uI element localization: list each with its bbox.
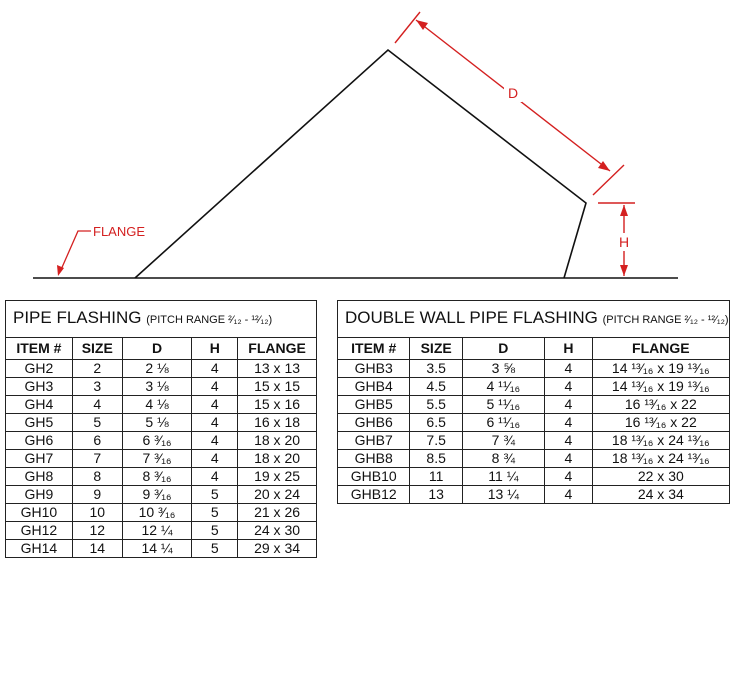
table-row	[6, 504, 317, 522]
col-header: SIZE	[410, 338, 462, 360]
double-wall-title: DOUBLE WALL PIPE FLASHING (PITCH RANGE ²⁄₁₂ - ¹²⁄₁₂)	[338, 301, 730, 338]
table-cell: GHB5	[338, 396, 410, 414]
table-cell: 4	[192, 360, 238, 378]
table-cell: GH9	[6, 486, 73, 504]
table-cell: 15 x 15	[238, 378, 317, 396]
table-cell: 4	[192, 468, 238, 486]
table-cell: 4	[544, 432, 592, 450]
table-cell: GH14	[6, 540, 73, 558]
table-cell: 20 x 24	[238, 486, 317, 504]
table-cell: 18 x 20	[238, 432, 317, 450]
col-header: H	[192, 338, 238, 360]
table-cell: 5	[192, 504, 238, 522]
table-cell: 18 x 20	[238, 450, 317, 468]
table-cell: 9	[72, 486, 122, 504]
table-cell: 3	[72, 378, 122, 396]
table-cell: 6	[72, 432, 122, 450]
d-dimension	[395, 12, 624, 195]
table-cell: 14 ¹³⁄₁₆ x 19 ¹³⁄₁₆	[593, 360, 730, 378]
table-cell: GHB4	[338, 378, 410, 396]
table-row	[338, 450, 730, 468]
table-cell: GH8	[6, 468, 73, 486]
table-cell: 8	[72, 468, 122, 486]
table-cell: GHB3	[338, 360, 410, 378]
table-row	[338, 486, 730, 504]
table-cell: 10 ³⁄₁₆	[122, 504, 192, 522]
table-cell: 12 ¼	[122, 522, 192, 540]
table-cell: 4	[544, 414, 592, 432]
table-cell: 14 ¹³⁄₁₆ x 19 ¹³⁄₁₆	[593, 378, 730, 396]
table-cell: GH12	[6, 522, 73, 540]
table-cell: GH6	[6, 432, 73, 450]
table-cell: 3.5	[410, 360, 462, 378]
col-header: D	[462, 338, 544, 360]
pipe-flashing-diagram	[0, 0, 715, 290]
table-cell: 4	[192, 432, 238, 450]
table-row	[338, 414, 730, 432]
table-cell: 13 x 13	[238, 360, 317, 378]
table-cell: 4	[544, 378, 592, 396]
table-row	[338, 396, 730, 414]
table-row	[338, 360, 730, 378]
table-cell: 3 ⅛	[122, 378, 192, 396]
table-cell: 7 ³⁄₁₆	[122, 450, 192, 468]
table-cell: GH3	[6, 378, 73, 396]
pipe-flashing-pitch: (PITCH RANGE ²⁄₁₂ - ¹²⁄₁₂)	[146, 314, 273, 326]
table-row	[338, 378, 730, 396]
table-cell: 5 ⅛	[122, 414, 192, 432]
table-cell: 4 ¹¹⁄₁₆	[462, 378, 544, 396]
table-cell: 4 ⅛	[122, 396, 192, 414]
table-row	[6, 378, 317, 396]
table-cell: GH2	[6, 360, 73, 378]
table-cell: 11	[410, 468, 462, 486]
table-cell: 4	[544, 360, 592, 378]
table-cell: GHB10	[338, 468, 410, 486]
table-cell: 8 ³⁄₁₆	[122, 468, 192, 486]
table-cell: 5 ¹¹⁄₁₆	[462, 396, 544, 414]
table-cell: 7	[72, 450, 122, 468]
table-cell: GHB7	[338, 432, 410, 450]
table-cell: 4	[544, 396, 592, 414]
table-row	[6, 486, 317, 504]
flange-leader	[57, 231, 91, 276]
table-cell: 19 x 25	[238, 468, 317, 486]
table-row	[6, 468, 317, 486]
table-header-row	[6, 338, 317, 360]
table-cell: 12	[72, 522, 122, 540]
table-cell: 4	[544, 468, 592, 486]
table-cell: 6 ³⁄₁₆	[122, 432, 192, 450]
table-cell: GHB6	[338, 414, 410, 432]
double-wall-pipe-flashing-table	[337, 300, 730, 504]
table-cell: 13 ¼	[462, 486, 544, 504]
table-cell: 18 ¹³⁄₁₆ x 24 ¹³⁄₁₆	[593, 432, 730, 450]
table-cell: 14	[72, 540, 122, 558]
table-cell: 5.5	[410, 396, 462, 414]
table-cell: 5	[192, 540, 238, 558]
table-cell: 16 ¹³⁄₁₆ x 22	[593, 414, 730, 432]
table-cell: 4	[544, 486, 592, 504]
table-cell: 14 ¼	[122, 540, 192, 558]
table-cell: 4.5	[410, 378, 462, 396]
table-cell: 13	[410, 486, 462, 504]
table-cell: 22 x 30	[593, 468, 730, 486]
table-cell: 10	[72, 504, 122, 522]
table-cell: 5	[72, 414, 122, 432]
table-cell: 6.5	[410, 414, 462, 432]
table-cell: 2	[72, 360, 122, 378]
table-cell: 7.5	[410, 432, 462, 450]
table-row	[338, 468, 730, 486]
table-cell: 24 x 30	[238, 522, 317, 540]
pipe-flashing-table	[5, 300, 317, 558]
table-row	[6, 414, 317, 432]
table-header-row	[338, 338, 730, 360]
table-cell: 18 ¹³⁄₁₆ x 24 ¹³⁄₁₆	[593, 450, 730, 468]
table-cell: 2 ⅛	[122, 360, 192, 378]
col-header: FLANGE	[238, 338, 317, 360]
table-cell: 9 ³⁄₁₆	[122, 486, 192, 504]
double-wall-pitch: (PITCH RANGE ²⁄₁₂ - ¹²⁄₁₂)	[602, 314, 729, 326]
col-header: ITEM #	[6, 338, 73, 360]
table-cell: GH5	[6, 414, 73, 432]
table-cell: GH7	[6, 450, 73, 468]
table-cell: 5	[192, 486, 238, 504]
d-label: D	[507, 85, 519, 101]
table-cell: 4	[544, 450, 592, 468]
table-row	[6, 432, 317, 450]
table-cell: GHB8	[338, 450, 410, 468]
table-cell: 4	[72, 396, 122, 414]
table-row	[6, 540, 317, 558]
table-cell: 8.5	[410, 450, 462, 468]
table-cell: 6 ¹¹⁄₁₆	[462, 414, 544, 432]
table-cell: 29 x 34	[238, 540, 317, 558]
table-cell: 3 ⅝	[462, 360, 544, 378]
table-row	[6, 396, 317, 414]
table-cell: 21 x 26	[238, 504, 317, 522]
table-cell: GH10	[6, 504, 73, 522]
table-cell: 4	[192, 414, 238, 432]
table-cell: 8 ¾	[462, 450, 544, 468]
table-row	[338, 432, 730, 450]
col-header: ITEM #	[338, 338, 410, 360]
pipe-flashing-title: PIPE FLASHING (PITCH RANGE ²⁄₁₂ - ¹²⁄₁₂)	[6, 301, 317, 338]
table-row	[6, 360, 317, 378]
flange-label: FLANGE	[93, 224, 146, 239]
table-cell: GH4	[6, 396, 73, 414]
table-cell: 16 ¹³⁄₁₆ x 22	[593, 396, 730, 414]
table-row	[6, 450, 317, 468]
col-header: D	[122, 338, 192, 360]
table-cell: 4	[192, 396, 238, 414]
table-cell: 11 ¼	[462, 468, 544, 486]
table-cell: 15 x 16	[238, 396, 317, 414]
table-cell: 4	[192, 378, 238, 396]
col-header: SIZE	[72, 338, 122, 360]
table-cell: 7 ¾	[462, 432, 544, 450]
table-cell: 4	[192, 450, 238, 468]
col-header: H	[544, 338, 592, 360]
table-cell: 16 x 18	[238, 414, 317, 432]
h-label: H	[618, 234, 630, 250]
col-header: FLANGE	[593, 338, 730, 360]
table-cell: 24 x 34	[593, 486, 730, 504]
table-cell: 5	[192, 522, 238, 540]
table-cell: GHB12	[338, 486, 410, 504]
table-row	[6, 522, 317, 540]
